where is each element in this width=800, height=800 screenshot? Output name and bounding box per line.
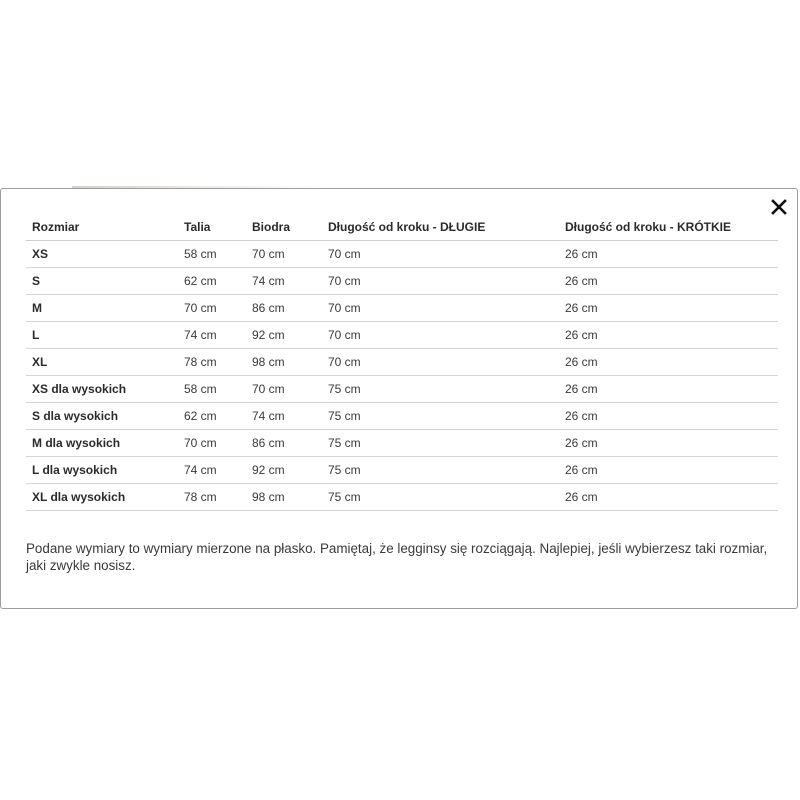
cell-waist: 62 cm: [178, 403, 246, 430]
table-row: [26, 322, 778, 349]
cell-waist: 78 cm: [178, 484, 246, 511]
cell-inseam-short: 26 cm: [559, 268, 778, 295]
table-header-row: [26, 213, 778, 241]
header-hips: Biodra: [246, 213, 322, 241]
cell-hips: 70 cm: [246, 241, 322, 268]
cell-waist: 58 cm: [178, 241, 246, 268]
cell-waist: 78 cm: [178, 349, 246, 376]
table-body: [26, 241, 778, 511]
cell-hips: 98 cm: [246, 484, 322, 511]
cell-inseam-long: 75 cm: [322, 484, 559, 511]
cell-hips: 92 cm: [246, 322, 322, 349]
cell-size: L dla wysokich: [26, 457, 178, 484]
cell-hips: 92 cm: [246, 457, 322, 484]
cell-hips: 70 cm: [246, 376, 322, 403]
cell-waist: 62 cm: [178, 268, 246, 295]
table-row: [26, 484, 778, 511]
cell-waist: 70 cm: [178, 295, 246, 322]
cell-inseam-short: 26 cm: [559, 241, 778, 268]
header-inseam-short: Długość od kroku - KRÓTKIE: [559, 213, 778, 241]
cell-hips: 74 cm: [246, 268, 322, 295]
cell-size: S dla wysokich: [26, 403, 178, 430]
table-row: [26, 268, 778, 295]
table-row: [26, 457, 778, 484]
header-inseam-long: Długość od kroku - DŁUGIE: [322, 213, 559, 241]
cell-inseam-long: 70 cm: [322, 295, 559, 322]
cell-waist: 58 cm: [178, 376, 246, 403]
cell-inseam-long: 75 cm: [322, 430, 559, 457]
table-row: [26, 430, 778, 457]
cell-inseam-long: 70 cm: [322, 322, 559, 349]
cell-inseam-short: 26 cm: [559, 322, 778, 349]
cell-waist: 74 cm: [178, 322, 246, 349]
cell-waist: 70 cm: [178, 430, 246, 457]
cell-size: XL dla wysokich: [26, 484, 178, 511]
header-size: Rozmiar: [26, 213, 178, 241]
table-row: [26, 241, 778, 268]
table-row: [26, 376, 778, 403]
cell-inseam-long: 75 cm: [322, 403, 559, 430]
cell-hips: 98 cm: [246, 349, 322, 376]
cell-inseam-short: 26 cm: [559, 457, 778, 484]
cell-inseam-short: 26 cm: [559, 349, 778, 376]
cell-size: XS: [26, 241, 178, 268]
cell-inseam-short: 26 cm: [559, 295, 778, 322]
cell-size: M dla wysokich: [26, 430, 178, 457]
size-note: Podane wymiary to wymiary mierzone na płasko. Pamiętaj, że legginsy się rozciągają. Najlepiej, jeśli wybierzesz taki rozmiar, jaki zwykle nosisz.: [26, 541, 768, 573]
size-table: [26, 213, 778, 511]
cell-hips: 86 cm: [246, 295, 322, 322]
cell-size: XL: [26, 349, 178, 376]
size-chart-modal: [0, 188, 798, 609]
table-row: [26, 403, 778, 430]
cell-size: S: [26, 268, 178, 295]
table-row: [26, 349, 778, 376]
cell-waist: 74 cm: [178, 457, 246, 484]
cell-size: XS dla wysokich: [26, 376, 178, 403]
cell-inseam-long: 75 cm: [322, 376, 559, 403]
cell-inseam-short: 26 cm: [559, 430, 778, 457]
cell-inseam-short: 26 cm: [559, 376, 778, 403]
table-row: [26, 295, 778, 322]
cell-inseam-long: 70 cm: [322, 268, 559, 295]
cell-size: M: [26, 295, 178, 322]
cell-hips: 86 cm: [246, 430, 322, 457]
header-waist: Talia: [178, 213, 246, 241]
cell-inseam-long: 70 cm: [322, 241, 559, 268]
cell-inseam-long: 70 cm: [322, 349, 559, 376]
cell-inseam-short: 26 cm: [559, 484, 778, 511]
cell-size: L: [26, 322, 178, 349]
cell-inseam-long: 75 cm: [322, 457, 559, 484]
cell-hips: 74 cm: [246, 403, 322, 430]
cell-inseam-short: 26 cm: [559, 403, 778, 430]
